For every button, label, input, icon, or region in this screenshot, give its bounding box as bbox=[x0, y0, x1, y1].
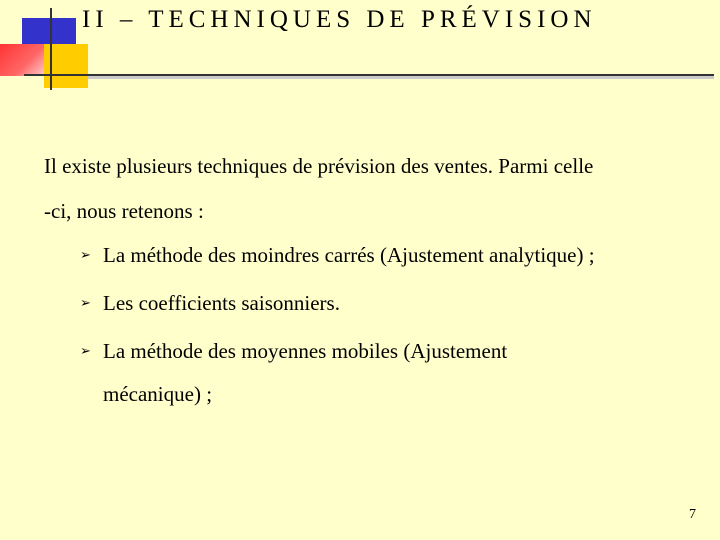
arrowhead-bullet-icon: ➢ bbox=[80, 344, 91, 359]
title-underline-shadow bbox=[88, 76, 714, 79]
intro-line-1: Il existe plusieurs techniques de prévision des ventes. Parmi celle bbox=[44, 154, 594, 178]
page-number: 7 bbox=[689, 507, 696, 522]
intro-line-2: -ci, nous retenons : bbox=[44, 199, 204, 223]
arrowhead-bullet-icon: ➢ bbox=[80, 296, 91, 311]
list-item bbox=[80, 282, 700, 325]
list-item-text-continued: mécanique) ; bbox=[103, 382, 213, 406]
list-item bbox=[80, 330, 700, 416]
list-item-text: Les coefficients saisonniers. bbox=[103, 291, 340, 315]
list-item bbox=[80, 234, 700, 277]
decor-red-square bbox=[0, 44, 44, 76]
arrowhead-bullet-icon: ➢ bbox=[80, 248, 91, 263]
intro-paragraph bbox=[44, 144, 694, 234]
technique-list bbox=[80, 234, 700, 421]
list-item-text: La méthode des moindres carrés (Ajustement analytique) ; bbox=[103, 243, 595, 267]
list-item-text: La méthode des moyennes mobiles (Ajustement bbox=[103, 339, 508, 363]
slide-title: II – TECHNIQUES DE PRÉVISION bbox=[82, 6, 597, 33]
decor-vertical-line bbox=[50, 8, 52, 90]
